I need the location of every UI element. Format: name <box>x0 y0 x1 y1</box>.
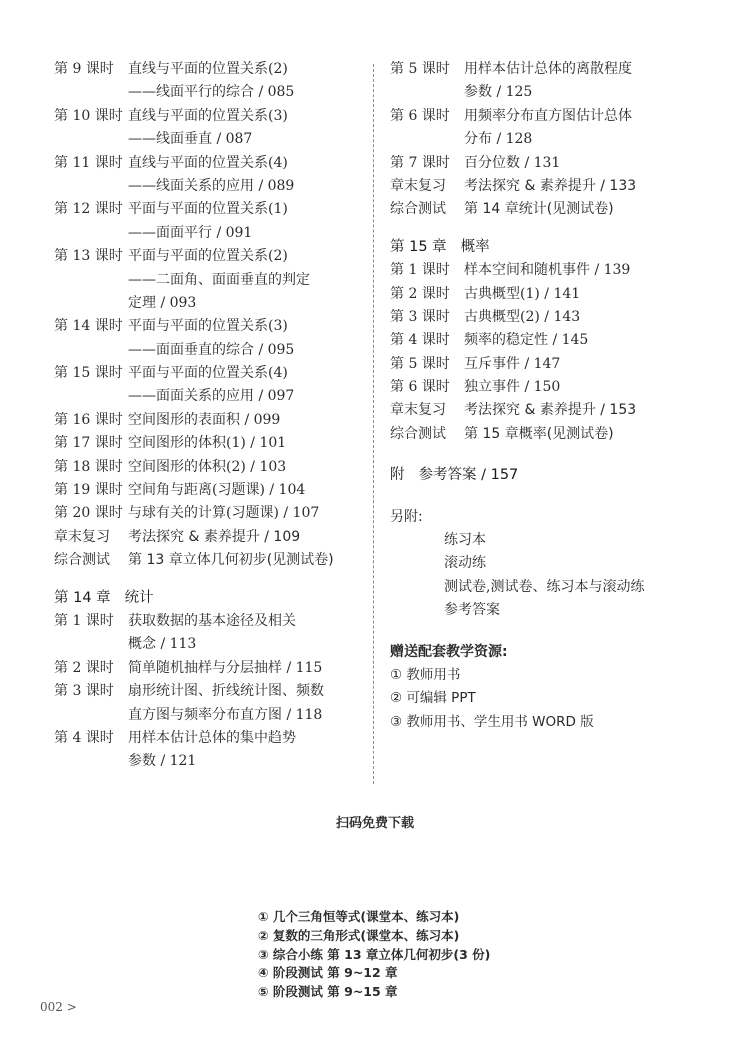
toc-entry-line <box>390 399 710 422</box>
toc-entry-title: 用频率分布直方图估计总体 <box>464 107 632 124</box>
toc-entry-line <box>54 526 366 549</box>
toc-entries-ch14 <box>54 610 366 774</box>
toc-entry-title: 参数 / 121 <box>128 753 197 770</box>
toc-entry-label: 综合测试 <box>54 552 110 569</box>
toc-entry-label: 第 20 课时 <box>54 505 123 522</box>
download-bundle-list <box>258 908 490 1002</box>
toc-entry-line <box>54 549 366 572</box>
toc-entry-label: 综合测试 <box>390 425 446 442</box>
toc-entry <box>390 399 710 422</box>
toc-entry-title: 用样本估计总体的离散程度 <box>464 61 632 77</box>
toc-entry-line <box>390 105 710 128</box>
toc-entry-title: 简单随机抽样与分层抽样 / 115 <box>128 659 323 676</box>
toc-entry-title: ——二面角、面面垂直的判定 <box>128 271 310 288</box>
toc-entry-continuation <box>54 81 366 104</box>
toc-entry <box>390 259 710 282</box>
toc-entry-title: 参数 / 125 <box>464 84 533 101</box>
toc-entry-label: 章末复习 <box>390 177 446 194</box>
toc-entry <box>390 152 710 175</box>
toc-entry-title: 直线与平面的位置关系(4) <box>128 154 288 171</box>
toc-entry-title: 百分位数 / 131 <box>464 154 561 171</box>
gift-heading: 赠送配套教学资源: <box>390 643 508 660</box>
toc-entry-title: 考法探究 & 素养提升 / 133 <box>464 177 637 194</box>
toc-entry-title: 平面与平面的位置关系(2) <box>128 248 288 265</box>
toc-entry <box>54 432 366 455</box>
toc-entry-title: 概念 / 113 <box>128 636 197 653</box>
toc-entry-label: 第 2 课时 <box>390 285 450 302</box>
toc-entry-title: 古典概型(2) / 143 <box>464 308 581 325</box>
gift-list <box>390 664 710 734</box>
toc-entry-continuation <box>54 128 366 151</box>
toc-entry-label: 第 5 课时 <box>390 61 450 77</box>
toc-entry-continuation <box>54 704 366 727</box>
toc-entry-label: 第 2 课时 <box>54 659 114 676</box>
toc-entry-continuation <box>54 385 366 408</box>
toc-entry-title: 互斥事件 / 147 <box>464 355 561 372</box>
toc-entry-title: 扇形统计图、折线统计图、频数 <box>128 683 324 700</box>
toc-left-column <box>54 58 366 774</box>
toc-entry <box>390 376 710 399</box>
extra-item: 滚动练 <box>444 555 486 572</box>
toc-entry <box>390 105 710 152</box>
toc-entry-title: 定理 / 093 <box>128 294 197 311</box>
toc-entry <box>54 502 366 525</box>
toc-entry-line <box>54 245 366 268</box>
toc-entry-label: 第 9 课时 <box>54 61 114 77</box>
toc-entry-label: 第 1 课时 <box>54 612 114 629</box>
toc-entry-title: 平面与平面的位置关系(3) <box>128 318 288 335</box>
toc-entry <box>390 306 710 329</box>
toc-entry <box>390 283 710 306</box>
toc-entry <box>54 315 366 362</box>
toc-entry <box>54 245 366 315</box>
toc-entry-label: 第 6 课时 <box>390 107 450 124</box>
bundle-item: ⑤ 阶段测试 第 9~15 章 <box>258 984 398 1000</box>
toc-entry <box>54 727 366 774</box>
toc-entry-line <box>390 175 710 198</box>
extra-list <box>390 529 710 623</box>
toc-entry-line <box>54 502 366 525</box>
toc-entry-title: 第 15 章概率(见测试卷) <box>464 425 614 442</box>
chapter-title: 概率 <box>460 238 490 255</box>
toc-entry <box>54 58 366 105</box>
toc-entry-continuation <box>390 128 710 151</box>
extra-heading: 另附: <box>390 508 423 525</box>
column-divider <box>373 64 374 784</box>
toc-entry-title: 独立事件 / 150 <box>464 379 561 396</box>
toc-entry-line <box>54 152 366 175</box>
toc-entry-line <box>390 283 710 306</box>
toc-entry-label: 综合测试 <box>390 201 446 218</box>
toc-entry <box>54 362 366 409</box>
toc-entry-title: 与球有关的计算(习题课) / 107 <box>128 505 320 522</box>
bundle-item: ② 复数的三角形式(课堂本、练习本) <box>258 927 460 943</box>
toc-entry <box>390 198 710 221</box>
extra-item: 测试卷,测试卷、练习本与滚动练 <box>444 578 645 595</box>
toc-entry-label: 第 5 课时 <box>390 355 450 372</box>
toc-entry-title: 空间图形的体积(1) / 101 <box>128 435 287 452</box>
toc-entry-continuation <box>54 339 366 362</box>
toc-entry <box>390 58 710 105</box>
toc-entry-title: 直线与平面的位置关系(2) <box>128 61 288 77</box>
toc-entry-continuation <box>390 81 710 104</box>
toc-entry-label: 第 12 课时 <box>54 201 123 218</box>
bundle-item: ① 几个三角恒等式(课堂本、练习本) <box>258 909 460 924</box>
toc-entry-title: 考法探究 & 素养提升 / 153 <box>464 402 637 419</box>
toc-entry-line <box>390 329 710 352</box>
toc-entry-line <box>54 479 366 502</box>
toc-entry-line <box>390 423 710 446</box>
toc-entry-title: ——面面平行 / 091 <box>128 224 253 241</box>
toc-entry-label: 章末复习 <box>390 402 446 419</box>
bundle-item: ③ 综合小练 第 13 章立体几何初步(3 份) <box>258 946 491 962</box>
toc-entry <box>54 526 366 549</box>
toc-entry-label: 第 19 课时 <box>54 482 123 499</box>
toc-entry-label: 第 7 课时 <box>390 154 450 171</box>
toc-entry-line <box>54 105 366 128</box>
extra-item: 参考答案 <box>444 602 500 619</box>
gift-item: ② 可编辑 PPT <box>390 690 476 707</box>
toc-entry-label: 第 17 课时 <box>54 435 123 452</box>
toc-entry-continuation <box>54 750 366 773</box>
appendix-label: 附 <box>390 467 405 484</box>
toc-entry-title: 古典概型(1) / 141 <box>464 285 581 302</box>
toc-entry-title: 平面与平面的位置关系(1) <box>128 201 288 218</box>
gift-item: ③ 教师用书、学生用书 WORD 版 <box>390 713 594 730</box>
toc-entry-title: 第 13 章立体几何初步(见测试卷) <box>128 552 334 569</box>
toc-entry-line <box>54 58 366 81</box>
toc-entry-line <box>390 259 710 282</box>
toc-entry <box>54 152 366 199</box>
toc-entry-line <box>54 657 366 680</box>
toc-entry-title: 获取数据的基本途径及相关 <box>128 612 296 629</box>
gift-item: ① 教师用书 <box>390 666 461 683</box>
toc-entry <box>54 680 366 727</box>
chapter-heading-15 <box>390 236 710 259</box>
toc-entry-title: 用样本估计总体的集中趋势 <box>128 729 296 746</box>
toc-entry <box>54 657 366 680</box>
toc-entry-label: 第 1 课时 <box>390 262 450 279</box>
scan-download-text: 扫码免费下载 <box>335 816 414 831</box>
toc-entry-label: 第 3 课时 <box>54 683 114 700</box>
toc-entry <box>390 175 710 198</box>
chapter-number: 第 14 章 <box>54 589 111 606</box>
toc-entry <box>54 610 366 657</box>
toc-entry-line <box>54 432 366 455</box>
toc-entry-title: 考法探究 & 素养提升 / 109 <box>128 528 301 545</box>
toc-entry-label: 章末复习 <box>54 528 110 545</box>
toc-entry <box>54 105 366 152</box>
toc-entry-line <box>54 610 366 633</box>
toc-entry <box>390 329 710 352</box>
toc-entry-title: ——面面关系的应用 / 097 <box>128 388 295 405</box>
toc-entry-label: 第 3 课时 <box>390 308 450 325</box>
toc-entry-label: 第 4 课时 <box>390 332 450 349</box>
toc-entry <box>390 353 710 376</box>
toc-entry-title: 空间图形的表面积 / 099 <box>128 411 281 428</box>
toc-entry-label: 第 13 课时 <box>54 248 123 265</box>
toc-entry-label: 第 4 课时 <box>54 729 114 746</box>
toc-entry-line <box>390 198 710 221</box>
toc-entry-title: 分布 / 128 <box>464 131 533 148</box>
toc-entry-title: 直方图与频率分布直方图 / 118 <box>128 706 323 723</box>
page-number: 002 > <box>40 1000 77 1014</box>
chapter-heading-14 <box>54 587 366 610</box>
toc-entries-ch13 <box>54 58 366 573</box>
toc-entry-title: ——线面垂直 / 087 <box>128 131 253 148</box>
toc-entry-line <box>390 376 710 399</box>
toc-entry-label: 第 6 课时 <box>390 379 450 396</box>
chapter-title: 统计 <box>124 589 154 606</box>
toc-entry-label: 第 11 课时 <box>54 154 123 171</box>
toc-entry-continuation <box>54 175 366 198</box>
toc-entry-line <box>54 362 366 385</box>
toc-entry-line <box>54 315 366 338</box>
toc-entry-line <box>54 198 366 221</box>
toc-entry-line <box>390 58 710 81</box>
toc-entry <box>54 198 366 245</box>
toc-entry-line <box>54 727 366 750</box>
chapter-number: 第 15 章 <box>390 238 447 255</box>
toc-entry-line <box>54 456 366 479</box>
toc-entry-line <box>390 152 710 175</box>
toc-entry-title: ——线面关系的应用 / 089 <box>128 177 295 194</box>
toc-right-column <box>390 58 710 734</box>
toc-entries-ch15 <box>390 259 710 446</box>
toc-entry-line <box>390 306 710 329</box>
toc-entry-title: 样本空间和随机事件 / 139 <box>464 262 631 279</box>
toc-entry <box>54 456 366 479</box>
toc-entry-continuation <box>54 222 366 245</box>
toc-entry-title: ——线面平行的综合 / 085 <box>128 84 295 101</box>
toc-entry-label: 第 15 课时 <box>54 365 123 382</box>
toc-entry <box>54 479 366 502</box>
toc-entry-line <box>390 353 710 376</box>
toc-entry-label: 第 10 课时 <box>54 107 123 124</box>
toc-entry-title: 空间图形的体积(2) / 103 <box>128 458 287 475</box>
toc-entry-continuation <box>54 269 366 292</box>
toc-entry-line <box>54 409 366 432</box>
appendix-title: 参考答案 / 157 <box>418 467 519 484</box>
toc-entry-continuation <box>54 633 366 656</box>
toc-entry-label: 第 14 课时 <box>54 318 123 335</box>
toc-entry-title: 平面与平面的位置关系(4) <box>128 365 288 382</box>
toc-entry-title: ——面面垂直的综合 / 095 <box>128 341 295 358</box>
extra-item: 练习本 <box>444 532 486 549</box>
toc-entries-ch14-cont <box>390 58 710 222</box>
toc-entry-title: 直线与平面的位置关系(3) <box>128 107 288 124</box>
toc-entry <box>390 423 710 446</box>
bundle-item: ④ 阶段测试 第 9~12 章 <box>258 965 398 981</box>
toc-entry-line <box>54 680 366 703</box>
appendix-heading <box>390 464 710 487</box>
toc-entry-title: 频率的稳定性 / 145 <box>464 332 589 349</box>
toc-entry-label: 第 16 课时 <box>54 411 123 428</box>
toc-entry-title: 空间角与距离(习题课) / 104 <box>128 482 306 499</box>
toc-entry-title: 第 14 章统计(见测试卷) <box>464 201 614 218</box>
toc-entry <box>54 409 366 432</box>
toc-entry-label: 第 18 课时 <box>54 458 123 475</box>
toc-entry <box>54 549 366 572</box>
toc-entry-continuation <box>54 292 366 315</box>
